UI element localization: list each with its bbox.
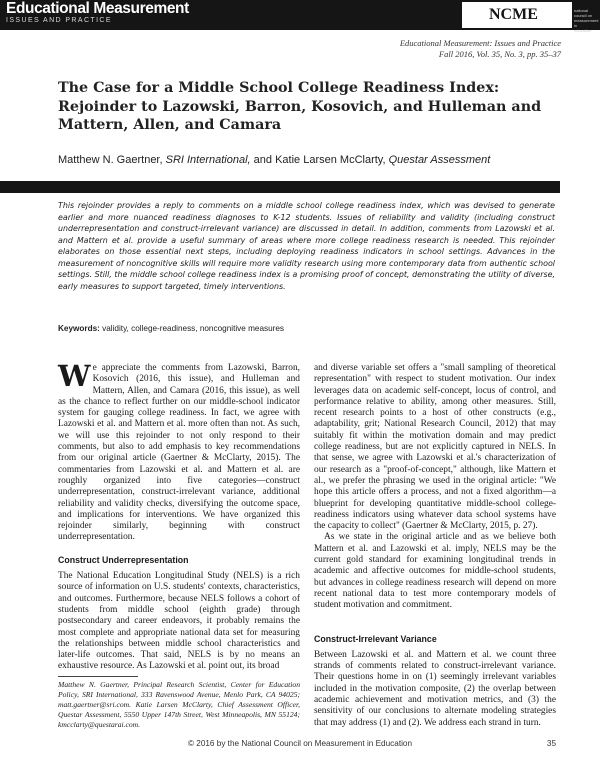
paragraph: The National Education Longitudinal Study (NELS) is a rich source of information on U.S. students' contexts, characteristics, and outcomes. Furthermore, because NELS follows a cohort of students from middle school (eighth grade) through postsecondary and career endeavors, it probably remains the most complete and appropriate national data set for measuring the relationships between middle school characteristics and later-life outcomes. That said, NELS is by no means an exhaustive resource. As Lazowski et al. point out, its broad <box>58 571 300 672</box>
author-1: Matthew N. Gaertner, <box>58 154 163 166</box>
paragraph <box>58 359 300 544</box>
section-heading: Construct-Irrelevant Variance <box>314 633 437 644</box>
abstract: This rejoinder provides a reply to comments on a middle school college readiness index, which was devised to generate earlier and more nuanced readiness diagnoses to K-12 students. Issues of reliability and validity (including construct underrepresentation and construct-irrelevant variance) are discussed in detail. In addition, comments from Lazowski et al. and Mattern et al. provide a useful summary of areas where more college readiness research is needed. This rejoinder elaborates on those essential next steps, including deploying readiness indicators in school settings. Advances in the measurement of noncognitive skills will require more validity research using more contemporary data from authentic school settings. Still, the middle school college readiness index is a promising proof of concept, demonstrating the utility of diverse, early measures to support targeted, timely interventions. <box>58 201 555 291</box>
keywords-list: validity, college-readiness, noncognitive measures <box>102 324 285 333</box>
affiliation-2: Questar Assessment <box>388 154 491 166</box>
citation-block <box>400 38 561 60</box>
ncme-logo: NCME <box>462 2 572 28</box>
citation-volume: Fall 2016, Vol. 35, No. 3, pp. 35–37 <box>438 49 561 59</box>
copyright-line: © 2016 by the National Council on Measurement in Education <box>187 739 413 748</box>
section-heading: Construct Underrepresentation <box>58 554 189 565</box>
paragraph: and diverse variable set offers a "small sampling of theoretical representation" with respect to student motivation. Our index leverages data on academic self-concept, locus of control, and performance relative to ability, among other measures. Still, recent research points to a host of other constructs (e.g., adaptability, grit; National Research Council, 2012) that may suitably fit within the motivation domain and may predict college readiness, but are not explicitly captured in NELS. In that sense, we agree with Lazowski et al.'s characterization of our research as a "proof-of-concept," although, like Mattern et al., we prefer the phrasing we used in the original article: "We hope this article offers a process, and not a fixed algorithm—a blueprint for developing quantitative middle-school college-readiness indicators using whatever data school systems have the capacity to collect" (Gaertner & McClarty, 2015, p. 27). <box>314 363 556 532</box>
title-divider-bar <box>0 181 560 193</box>
journal-brand: Educational Measurement <box>6 0 189 17</box>
ncme-fine-print: national council on measurement in education <box>574 8 599 33</box>
keywords-line <box>58 324 284 333</box>
page-number: 35 <box>546 739 556 748</box>
citation-journal: Educational Measurement: Issues and Practice <box>399 38 561 48</box>
journal-subtitle: ISSUES AND PRACTICE <box>6 17 112 24</box>
article-title: The Case for a Middle School College Readiness Index: Rejoinder to Lazowski, Barron, Kosovich, and Hulleman and Mattern, Allen, and Camara <box>58 80 542 133</box>
drop-cap: W <box>58 359 91 393</box>
paragraph: As we state in the original article and as we believe both Mattern et al. and Lazowski et al. imply, NELS may be the current gold standard for examining longitudinal trends in academic and affective outcomes for middle-school students, but advances in college readiness research will depend on more recent national data to test more contemporary models of student motivation and commitment. <box>314 532 556 611</box>
paragraph: Between Lazowski et al. and Mattern et al. we count three strands of comments related to construct-irrelevant variance. Their questions home in on (1) seemingly irrelevant variables included in the motivation composite, (2) the overlap between academic achievement and motivation metrics, and (3) the sensitivity of our conclusions to alternate modeling strategies that may address (1) and (2). We address each strand in turn. <box>314 649 556 728</box>
footnote-rule <box>58 676 138 677</box>
author-2: and Katie Larsen McClarty, <box>253 154 386 166</box>
paragraph-text: e appreciate the comments from Lazowski, Barron, Kosovich (2016, this issue), and Hulleman and Mattern, Allen, and Camara (2016, this issue), as well as the chance to reflect further on our middle-school indicator system for gauging college readiness. In fact, we agree with Lazowski et al. and Mattern et al. more often than not. As such, we will use this rejoinder to not only respond to their comments, but also to add emphasis to key recommendations from our original article (Gaertner & McClarty, 2015). The commentaries from Lazowski et al. and Mattern et al. are roughly organized into five categories—construct underrepresentation, construct-irrelevant variance, additional reliability and validity checks, diversifying the outcome space, and implications for interventions. We have organized this rejoinder similarly, beginning with construct underrepresentation. <box>58 363 300 543</box>
body-column-right <box>314 363 556 729</box>
journal-header-bar <box>0 0 600 33</box>
keywords-label: Keywords: <box>58 324 100 333</box>
author-footnote: Matthew N. Gaertner, Principal Research Scientist, Center for Education Policy, SRI International, 333 Ravenswood Avenue, Menlo Park, CA 94025; matt.gaertner@sri.com. Katie Larsen McClarty, Chief Assessment Officer, Questar Assessment, 5550 Upper 147th Street, West Minneapolis, MN 55124; kmcclarty@questarai.com. <box>58 680 300 729</box>
body-column-left <box>58 359 300 673</box>
author-line <box>58 154 538 167</box>
affiliation-1: SRI International, <box>165 154 251 166</box>
